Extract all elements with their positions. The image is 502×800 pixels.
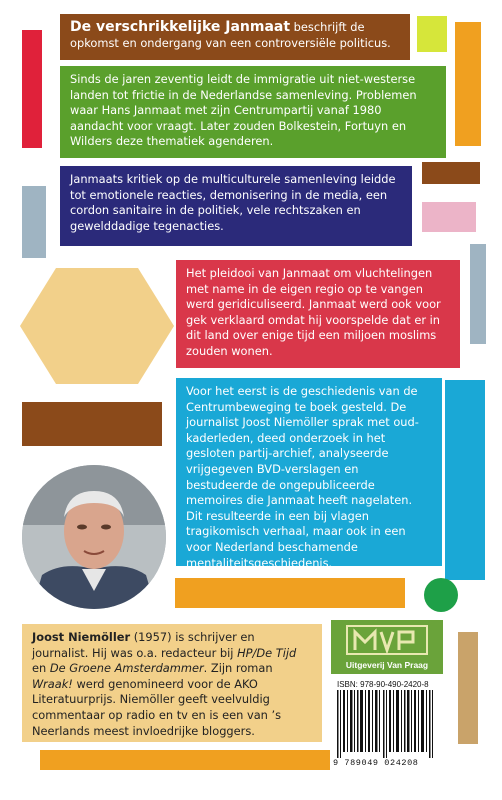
book-title: De verschrikkelijke Janmaat [70, 19, 291, 35]
author-photo [22, 465, 166, 609]
publisher-logo [331, 620, 443, 674]
isbn: ISBN: 978-90-490-2420-8 [337, 680, 429, 689]
pink-square [422, 202, 476, 232]
brown-bar-right [422, 162, 480, 184]
gray-bar-left [22, 186, 46, 258]
barcode-bars [331, 678, 443, 768]
publisher-emblem [331, 620, 443, 674]
history-text: Voor het eerst is de geschiedenis van de Centrumbeweging te boek gesteld. De journalist Joost Niemöller sprak met oud-kaderleden, deed onderzoek in het gesloten partij-archief, analyseerde vrijgegeven BVD-verslagen en bestudeerde de ongepubliceerde memoires die Janmaat heeft nagelaten. Dit resulteerde in een bij vlagen tragikomisch verhaal, maar ook in een voor Nederland beschamende mentaliteitsgeschiedenis. [186, 384, 419, 570]
orange-bar-bottom [175, 578, 405, 608]
brown-bar-middle [22, 402, 162, 446]
barcode-number: 9 789049 024208 [333, 758, 419, 768]
author-name: Joost Niemöller [32, 630, 131, 644]
plea-text: Het pleidooi van Janmaat om vluchtelingen met name in de eigen regio op te vangen werd geridiculiseerd. Janmaat werd ook voor gek verklaard omdat hij voorspelde dat er in dit land over enige tijd een miljoen moslims zouden wonen. [186, 266, 441, 358]
tan-bar-right [458, 632, 478, 744]
intro-block [60, 66, 446, 158]
publication-groene: De Groene Amsterdammer [49, 661, 204, 676]
history-block [176, 378, 442, 570]
gray-bar-right [470, 244, 486, 344]
intro-text: Sinds de jaren zeventig leidt de immigratie uit niet-westerse landen tot frictie in de Nederlandse samenleving. Problemen waar Hans Janmaat met zijn Centrumpartij vanaf 1980 aandacht voor vraagt. Later zouden Bolkestein, Fortuyn en Wilders deze thematiek agenderen. [70, 72, 417, 149]
lime-square [417, 16, 447, 52]
orange-bar-right [455, 22, 481, 146]
author-bio: Joost Niemöller (1957) is schrijver en journalist. Hij was o.a. redacteur bij HP/De Tijd en De Groene Amsterdammer. Zijn roman Wraak! werd genomineerd voor de AKO Literatuurprijs. Niemöller geeft veelvuldig commentaar op radio en tv en is een van ’s Neerlands meest invloedrijke bloggers. [32, 630, 297, 738]
publication-hp: HP/De Tijd [237, 645, 297, 660]
novel-title: Wraak! [32, 676, 73, 691]
orange-bar-footer [40, 750, 330, 770]
cyan-strip-right [445, 380, 485, 580]
criticism-text: Janmaats kritiek op de multiculturele samenleving leidde tot emotionele reacties, demonisering in de media, een cordon sanitaire in de politiek, vele rechtszaken en gewelddadige tegenacties. [70, 172, 396, 233]
title-description: beschrijft de opkomst en ondergang van een controversiële politicus. [70, 20, 391, 50]
author-bio-block [22, 624, 322, 742]
barcode [331, 678, 443, 768]
title-block [60, 14, 410, 60]
author-portrait [22, 465, 166, 609]
plea-block [176, 260, 460, 368]
criticism-block [60, 166, 412, 246]
red-bar-left [22, 30, 42, 148]
publisher-name: Uitgeverij Van Praag [345, 660, 429, 670]
green-dot [424, 578, 458, 612]
tan-hexagon [18, 266, 176, 386]
